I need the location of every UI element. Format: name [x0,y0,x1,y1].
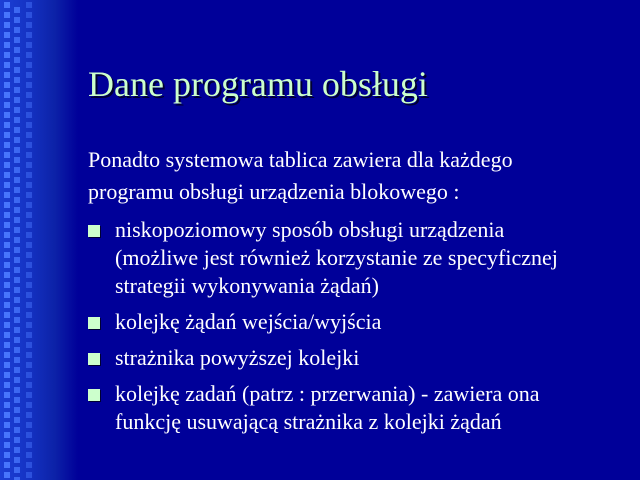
decorative-square [26,42,32,48]
bullet-text-line: (możliwe jest również korzystanie ze specyficznej [115,245,558,270]
decorative-square [26,432,32,438]
square-bullet-icon [88,389,100,401]
decorative-square [14,367,20,373]
decorative-square [4,302,10,308]
bullet-text-line: niskopoziomowy sposób obsługi urządzenia [115,217,505,242]
decorative-square [26,102,32,108]
decorative-square [26,162,32,168]
bullet-text-line: strażnika powyższej kolejki [115,345,360,370]
decorative-square [4,182,10,188]
decorative-square [26,312,32,318]
decorative-square [26,22,32,28]
bullet-text-line: strategii wykonywania żądań) [115,273,379,298]
decorative-square [26,52,32,58]
decorative-square [14,107,20,113]
decorative-square [26,72,32,78]
decorative-square [26,2,32,8]
decorative-square [14,37,20,43]
decorative-square [26,202,32,208]
decorative-square [14,17,20,23]
decorative-square [4,402,10,408]
decorative-square [4,192,10,198]
decorative-square [26,132,32,138]
decorative-square [4,282,10,288]
decorative-square [14,57,20,63]
decorative-square [14,97,20,103]
decorative-square [14,407,20,413]
decorative-square [4,42,10,48]
decorative-square [14,387,20,393]
decorative-square [14,417,20,423]
bullet-text-line: funkcję usuwającą strażnika z kolejki żądań [115,409,502,434]
bullet-item [88,380,628,436]
decorative-square [14,137,20,143]
decorative-square [4,232,10,238]
decorative-square [4,332,10,338]
decorative-square [14,247,20,253]
square-bullet-icon [88,225,100,237]
decorative-square [14,287,20,293]
decorative-square [4,212,10,218]
decorative-square [4,2,10,8]
decorative-square [4,432,10,438]
decorative-square [4,252,10,258]
decorative-square [26,262,32,268]
decorative-square [4,172,10,178]
square-bullet-icon [88,317,100,329]
decorative-square [4,362,10,368]
decorative-square [4,422,10,428]
decorative-square [14,457,20,463]
decorative-square [4,162,10,168]
decorative-square [26,352,32,358]
decorative-square [26,152,32,158]
decorative-square [26,422,32,428]
decorative-square [14,67,20,73]
decorative-square [14,147,20,153]
decorative-square [14,47,20,53]
decorative-square [26,412,32,418]
decorative-square [4,112,10,118]
decorative-square [26,322,32,328]
decorative-square [14,187,20,193]
decorative-square [4,92,10,98]
decorative-square [26,282,32,288]
decorative-square [4,102,10,108]
square-bullet-icon [88,353,100,365]
decorative-square [26,242,32,248]
decorative-square [4,262,10,268]
decorative-square [26,12,32,18]
decorative-square [14,167,20,173]
decorative-square [26,182,32,188]
bullet-item [88,216,628,300]
decorative-square [26,472,32,478]
decorative-square [14,357,20,363]
decorative-square [14,157,20,163]
decorative-square [26,332,32,338]
decorative-square [26,92,32,98]
bullet-list [88,216,628,444]
decorative-square [14,267,20,273]
decorative-square [14,207,20,213]
decorative-square [26,392,32,398]
decorative-square [4,452,10,458]
decorative-square [14,27,20,33]
decorative-square [14,447,20,453]
decorative-square [14,7,20,13]
decorative-square [4,442,10,448]
intro-line-2: programu obsługi urządzenia blokowego : [88,179,460,204]
decorative-square [14,337,20,343]
decorative-square [4,292,10,298]
decorative-square [14,317,20,323]
decorative-square [26,232,32,238]
decorative-square [4,202,10,208]
decorative-square [26,252,32,258]
decorative-square [26,272,32,278]
decorative-square [26,32,32,38]
decorative-square [26,442,32,448]
decorative-square [14,347,20,353]
decorative-square [14,197,20,203]
decorative-square [14,277,20,283]
decorative-square [4,412,10,418]
decorative-square [26,142,32,148]
slide-title: Dane programu obsługi [88,64,428,104]
decorative-square [26,112,32,118]
square-pattern-column [26,0,34,480]
decorative-square [4,72,10,78]
square-pattern-column [14,0,22,480]
decorative-square [26,172,32,178]
bullet-item [88,308,628,336]
decorative-square [26,122,32,128]
decorative-square [26,462,32,468]
decorative-square [4,272,10,278]
decorative-square [14,307,20,313]
decorative-square [4,62,10,68]
decorative-square [4,132,10,138]
decorative-square [4,12,10,18]
decorative-square [14,257,20,263]
decorative-square [4,22,10,28]
square-pattern-column [4,0,12,480]
decorative-square [14,177,20,183]
decorative-square [4,392,10,398]
decorative-square [4,382,10,388]
decorative-square [4,152,10,158]
decorative-square [26,62,32,68]
decorative-square [14,77,20,83]
intro-line-1: Ponadto systemowa tablica zawiera dla każdego [88,147,513,172]
decorative-square [26,362,32,368]
decorative-square [14,377,20,383]
decorative-square [14,227,20,233]
decorative-square [14,297,20,303]
decorative-square [26,222,32,228]
bullet-text-line: kolejkę zadań (patrz : przerwania) - zawiera ona [115,381,540,406]
decorative-square [26,302,32,308]
left-decorative-band [0,0,78,480]
decorative-square [14,327,20,333]
decorative-square [26,382,32,388]
decorative-square [4,322,10,328]
decorative-square [26,292,32,298]
decorative-square [26,82,32,88]
decorative-square [4,372,10,378]
decorative-square [4,342,10,348]
decorative-square [4,222,10,228]
decorative-square [26,342,32,348]
decorative-square [4,32,10,38]
decorative-square [4,242,10,248]
decorative-square [4,472,10,478]
decorative-square [4,52,10,58]
decorative-square [26,452,32,458]
decorative-square [14,437,20,443]
decorative-square [4,312,10,318]
decorative-square [4,462,10,468]
decorative-square [4,142,10,148]
decorative-square [14,117,20,123]
decorative-square [14,427,20,433]
decorative-square [14,237,20,243]
decorative-square [14,397,20,403]
decorative-square [26,192,32,198]
decorative-square [26,372,32,378]
decorative-square [4,352,10,358]
decorative-square [26,402,32,408]
decorative-square [26,212,32,218]
bullet-text-line: kolejkę żądań wejścia/wyjścia [115,309,382,334]
decorative-square [4,82,10,88]
decorative-square [14,127,20,133]
decorative-square [14,217,20,223]
decorative-square [14,467,20,473]
bullet-item [88,344,628,372]
decorative-square [14,87,20,93]
decorative-square [4,122,10,128]
